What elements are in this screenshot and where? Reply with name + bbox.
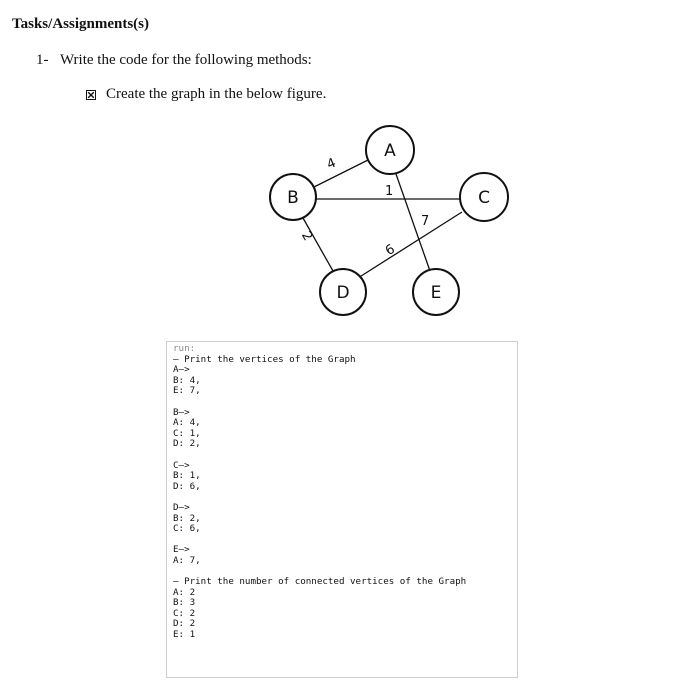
count-line: A: 2 [173, 586, 196, 598]
console-output [166, 341, 518, 678]
graph-figure [0, 0, 700, 340]
section-title-vertices: — Print the vertices of the Graph [173, 353, 356, 365]
edge-weight-b-c: 1 [385, 184, 394, 199]
block-head: D–> [173, 501, 190, 513]
block-head: B–> [173, 406, 190, 418]
block-line: B: 1, [173, 470, 201, 482]
block-line: B: 2, [173, 512, 201, 524]
block-line: D: 6, [173, 480, 201, 492]
block-line: A: 7, [173, 554, 201, 566]
section-title-connected: — Print the number of connected vertices of the Graph [173, 576, 467, 588]
edge-b-d [303, 218, 333, 271]
edge-weight-a-e: 7 [421, 214, 430, 229]
task-text: Write the code for the following methods: [59, 52, 312, 68]
block-head: E–> [173, 544, 190, 556]
node-label-a: A [384, 141, 396, 161]
edge-weight-b-a: 4 [324, 155, 339, 173]
block-line: A: 4, [173, 417, 201, 429]
count-line: E: 1 [173, 629, 196, 641]
edge-weight-b-d: 2 [298, 229, 316, 244]
node-label-b: B [287, 188, 299, 208]
block-line: B: 4, [173, 374, 201, 386]
subtask-text: Create the graph in the below figure. [106, 86, 327, 102]
node-label-e: E [430, 283, 442, 303]
count-line: B: 3 [173, 597, 196, 609]
run-label: run: [173, 343, 196, 354]
block-head: A–> [173, 364, 190, 376]
node-c [460, 173, 508, 221]
node-a [366, 126, 414, 174]
node-d [320, 269, 366, 315]
block-line: D: 2, [173, 438, 201, 450]
edge-d-c [358, 212, 462, 278]
block-head: C–> [173, 459, 190, 471]
node-e [413, 269, 459, 315]
block-line: C: 6, [173, 523, 201, 535]
node-b [270, 174, 316, 220]
task-number: 1- [36, 52, 49, 68]
node-label-c: C [478, 188, 490, 208]
edge-b-a [314, 160, 368, 187]
block-line: C: 1, [173, 427, 201, 439]
block-line: E: 7, [173, 385, 201, 397]
node-label-d: D [336, 283, 350, 303]
section-heading: Tasks/Assignments(s) [12, 16, 149, 32]
count-line: C: 2 [173, 607, 196, 619]
edge-weight-d-c: 6 [383, 241, 398, 259]
count-line: D: 2 [173, 618, 196, 630]
